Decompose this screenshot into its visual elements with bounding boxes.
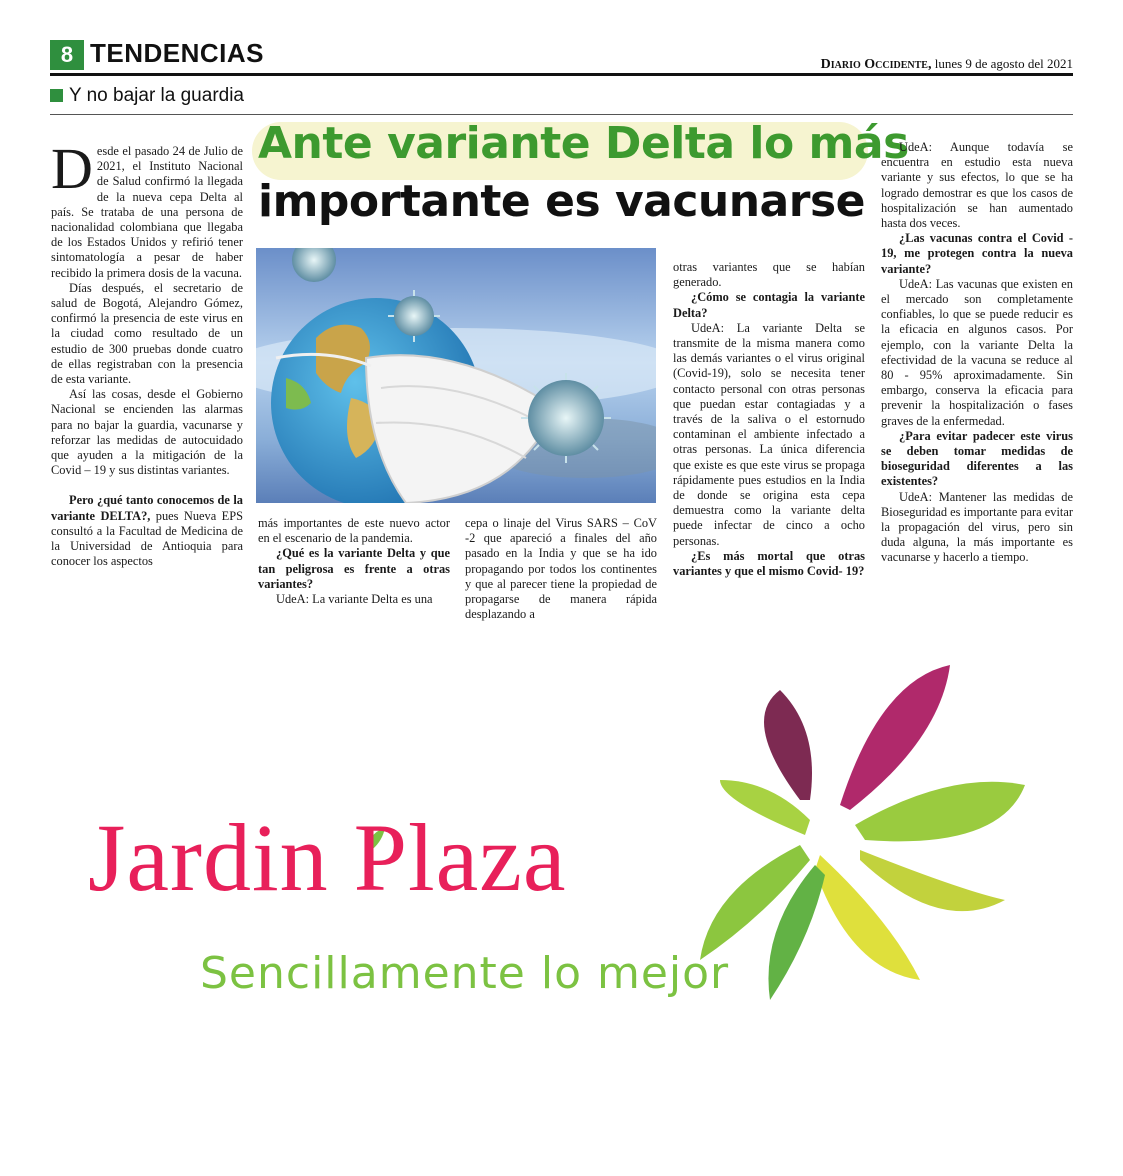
flower-icon (700, 660, 1030, 1000)
square-bullet-icon (50, 89, 63, 102)
paragraph: más importantes de este nuevo actor en el escenario de la pandemia. (258, 516, 450, 546)
paragraph: cepa o linaje del Virus SARS – CoV -2 que apareció a finales del año pasado en la India y que se ha ido propagando por todos los continentes y que al parecer tiene la propiedad de propagarse de manera rápida desplazando a (465, 516, 657, 622)
paragraph: UdeA: Mantener las medidas de Bioseguridad es importante para evitar la propagación del virus, pero sin duda alguna, la más importante es vacunarse y hacerlo a tiempo. (881, 489, 1073, 565)
masthead (821, 56, 1073, 73)
article-photo (256, 248, 656, 503)
kicker-rule (50, 114, 1073, 115)
paragraph: pues Nueva EPS consultó a la Facultad de Medicina de la Universidad de Antioquia para conocer los aspectos (51, 508, 243, 569)
article-column-4 (673, 260, 865, 579)
question-heading: ¿Para evitar padecer este virus se deben tomar medidas de bioseguridad diferentes a las existentes? (881, 428, 1073, 489)
article-column-5 (881, 140, 1073, 566)
page-number: 8 (50, 40, 84, 70)
drop-cap: D (51, 136, 93, 201)
headline-line-1: Ante variante Delta lo más (258, 118, 909, 169)
header-rule (50, 73, 1073, 76)
paragraph: UdeA: La variante Delta es una (276, 592, 433, 607)
question-heading: ¿Las vacunas contra el Covid - 19, me protegen contra la nueva variante? (881, 231, 1073, 276)
headline-line-2: importante es vacunarse (258, 176, 865, 227)
question-heading: ¿Cómo se contagia la variante Delta? (673, 290, 865, 320)
advertiser-slogan: Sencillamente lo mejor (200, 948, 730, 999)
newspaper-name: Diario Occidente, (820, 57, 932, 72)
advertiser-name: Jardin Plaza (88, 804, 567, 911)
section-title: TENDENCIAS (90, 38, 265, 68)
issue-date: lunes 9 de agosto del 2021 (934, 56, 1073, 71)
paragraph: UdeA: La variante Delta se transmite de la misma manera como las demás variantes o el virus original (Covid-19), solo se necesita tener contacto personal con otras personas que puedan estar contagiadas y a través de la saliva o el estornudo contaminan el ambiente infectado a otras personas. La única diferencia que existe es que este virus se propaga rápidamente pues estudios en la India de donde se origina esta cepa demuestra como la variante delta puede infectar de cinco a ocho personas. (673, 320, 865, 548)
paragraph: esde el pasado 24 de Julio de 2021, el Instituto Nacional de Salud confirmó la llegada de la nueva cepa Delta al país. Se trataba de una persona de nacionalidad colombiana que llegaba de los Estados Unidos y refirió tener sintomatología a pesar de haber recibido la primera dosis de la vacuna. (51, 144, 243, 280)
article-column-1 (51, 136, 243, 569)
paragraph: Así las cosas, desde el Gobierno Nacional se encienden las alarmas para no bajar la guardia, vacunarse y reforzar las medidas de autocuidado que ayuden a la mitigación de la Covid – 19 y sus distintas variantes. (51, 387, 243, 478)
paragraph: UdeA: Aunque todavía se encuentra en estudio esta nueva variante y sus efectos, lo que se ha logrado demostrar es que los casos de hospitalización se han aumentado hasta dos veces. (881, 140, 1073, 231)
paragraph: Días después, el secretario de salud de Bogotá, Alejandro Gómez, confirmó la presencia de este virus en la ciudad como resultado de un estudio de 300 pruebas donde cuatro de ellas registraban con la presencia de esta variante. (51, 280, 243, 387)
kicker-text: Y no bajar la guardia (69, 85, 244, 106)
question-heading: ¿Es más mortal que otras variantes y que el mismo Covid- 19? (673, 548, 865, 579)
article-column-3 (465, 516, 657, 622)
question-heading: ¿Qué es la variante Delta y que tan peligrosa es frente a otras variantes? (258, 546, 450, 591)
globe-mask-virus-image (256, 248, 656, 503)
article-column-2 (258, 516, 450, 607)
kicker (50, 85, 244, 107)
paragraph: otras variantes que se habían generado. (673, 260, 865, 290)
advertisement-flower-logo (700, 660, 1030, 1000)
paragraph: UdeA: Las vacunas que existen en el mercado son completamente confiables, lo que se puede reducir es la eficacia en algunos casos. Por ejemplo, con la variante Delta la efectividad de la vacuna se reduce al 80 - 95% aproximadamente. Sin embargo, conserva la eficacia para prevenir la hospitalización o fases graves de la enfermedad. (881, 276, 1073, 428)
lead-question: Pero ¿qué tanto conocemos de la variante DELTA?, (51, 493, 243, 523)
